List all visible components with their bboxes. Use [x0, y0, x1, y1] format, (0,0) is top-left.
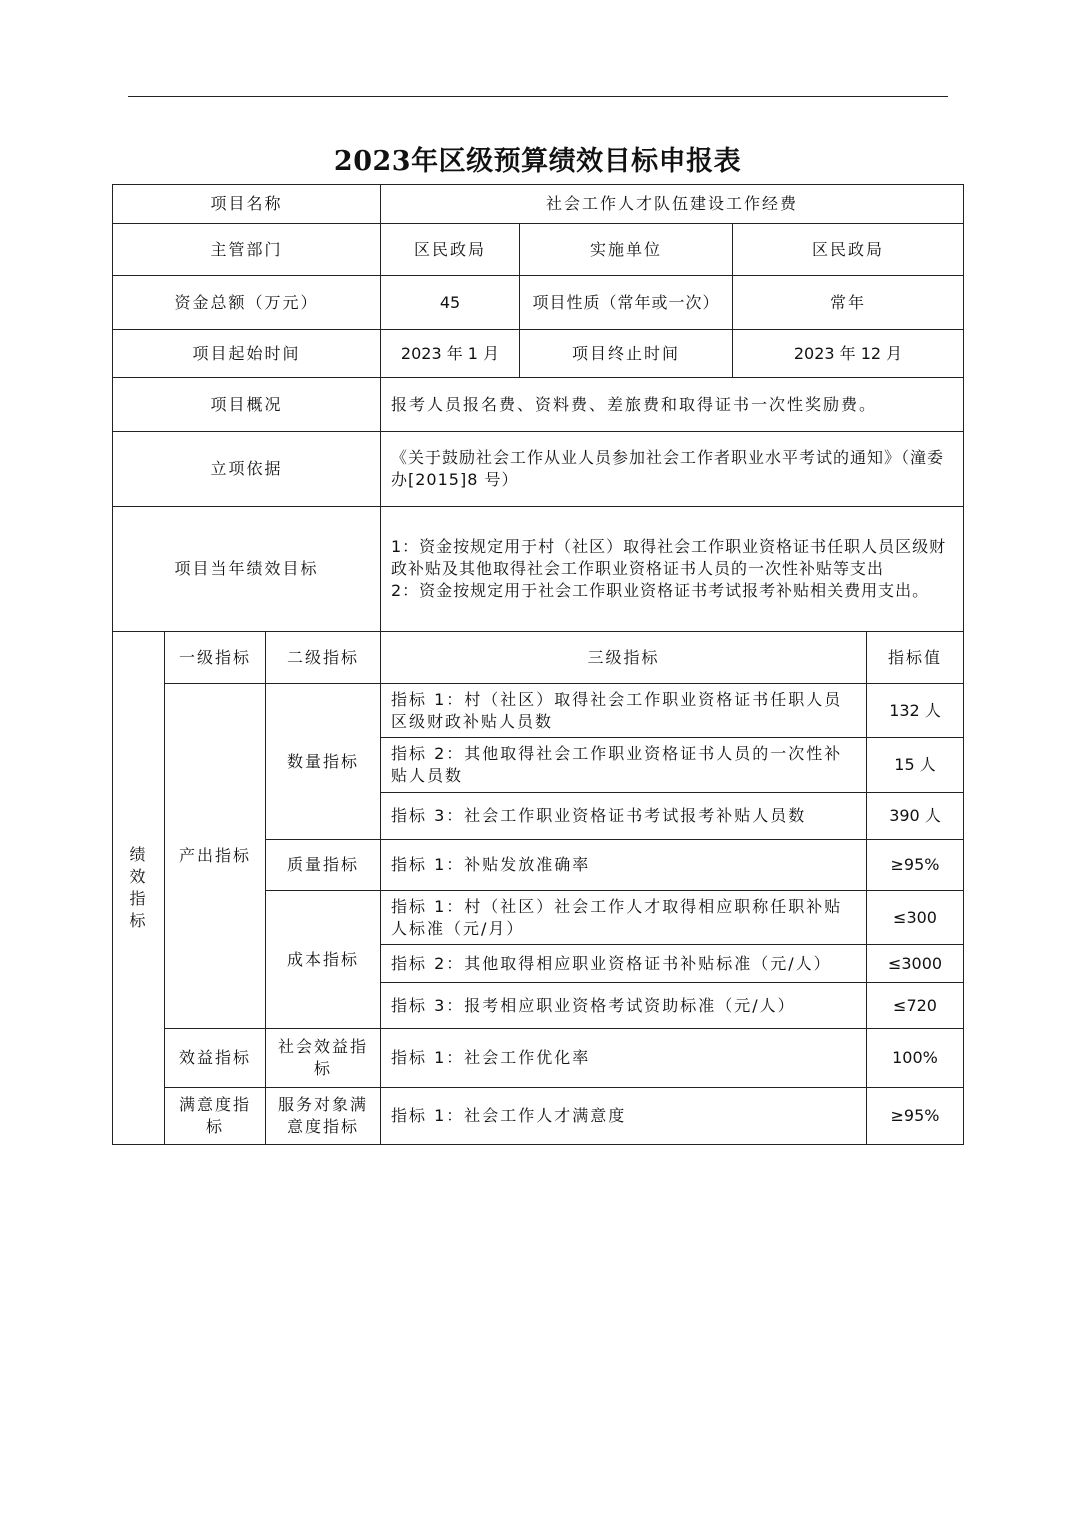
- row-overview: [113, 378, 964, 432]
- quantity-item-2-value: 15 人: [867, 738, 964, 793]
- header-level2: 二级指标: [266, 632, 381, 684]
- basis-value: 《关于鼓励社会工作从业人员参加社会工作者职业水平考试的通知》（潼委办[2015]8 号）: [381, 432, 964, 507]
- funds-label: 资金总额（万元）: [113, 276, 381, 330]
- satisfaction-indicator-label: 满意度指标: [165, 1088, 266, 1145]
- overview-value: 报考人员报名费、资料费、差旅费和取得证书一次性奖励费。: [381, 378, 964, 432]
- impl-unit-label: 实施单位: [520, 224, 733, 276]
- cost-indicator-label: 成本指标: [266, 891, 381, 1029]
- social-benefit-label: 社会效益指标: [266, 1029, 381, 1088]
- cost-item-2-value: ≤3000: [867, 945, 964, 983]
- satisfaction-item-1-value: ≥95%: [867, 1088, 964, 1145]
- goal-label: 项目当年绩效目标: [113, 507, 381, 632]
- benefit-item-1-value: 100%: [867, 1029, 964, 1088]
- table-row: [113, 684, 964, 738]
- performance-target-table: [112, 184, 964, 1145]
- table-row: [113, 1088, 964, 1145]
- goal-value: [381, 507, 964, 632]
- service-satisfaction-label: 服务对象满意度指标: [266, 1088, 381, 1145]
- quantity-indicator-label: 数量指标: [266, 684, 381, 840]
- row-indicator-headers: [113, 632, 964, 684]
- quantity-item-3-text: 指标 3：社会工作职业资格证书考试报考补贴人员数: [381, 793, 867, 840]
- table-row: [113, 1029, 964, 1088]
- dept-label: 主管部门: [113, 224, 381, 276]
- nature-value: 常年: [733, 276, 964, 330]
- quantity-item-1-value: 132 人: [867, 684, 964, 738]
- header-level3: 三级指标: [381, 632, 867, 684]
- page-title: 2023年区级预算绩效目标申报表: [333, 146, 742, 177]
- start-time-label: 项目起始时间: [113, 330, 381, 378]
- cost-item-1-text: 指标 1：村（社区）社会工作人才取得相应职称任职补贴人标准（元/月）: [381, 891, 867, 945]
- header-level1: 一级指标: [165, 632, 266, 684]
- row-project-name: [113, 185, 964, 224]
- end-time-label: 项目终止时间: [520, 330, 733, 378]
- row-funds: [113, 276, 964, 330]
- overview-label: 项目概况: [113, 378, 381, 432]
- basis-label: 立项依据: [113, 432, 381, 507]
- funds-value: 45: [381, 276, 520, 330]
- row-basis: [113, 432, 964, 507]
- goal-line-2: 2：资金按规定用于社会工作职业资格证书考试报考补贴相关费用支出。: [391, 581, 930, 600]
- cost-item-1-value: ≤300: [867, 891, 964, 945]
- goal-line-1: 1：资金按规定用于村（社区）取得社会工作职业资格证书任职人员区级财政补贴及其他取得社会工作职业资格证书人员的一次性补贴等支出: [391, 537, 947, 578]
- quantity-item-1-text: 指标 1：村（社区）取得社会工作职业资格证书任职人员区级财政补贴人员数: [381, 684, 867, 738]
- output-indicator-label: 产出指标: [165, 684, 266, 1029]
- dept-value: 区民政局: [381, 224, 520, 276]
- start-time-value: 2023 年 1 月: [381, 330, 520, 378]
- indicators-group-label: 绩效指标: [113, 632, 165, 1145]
- row-time: [113, 330, 964, 378]
- satisfaction-item-1-text: 指标 1：社会工作人才满意度: [381, 1088, 867, 1145]
- benefit-item-1-text: 指标 1：社会工作优化率: [381, 1029, 867, 1088]
- project-name-value: 社会工作人才队伍建设工作经费: [381, 185, 964, 224]
- impl-unit-value: 区民政局: [733, 224, 964, 276]
- row-dept: [113, 224, 964, 276]
- quality-item-1-value: ≥95%: [867, 840, 964, 891]
- quality-indicator-label: 质量指标: [266, 840, 381, 891]
- header-rule: [128, 96, 948, 97]
- quality-item-1-text: 指标 1：补贴发放准确率: [381, 840, 867, 891]
- cost-item-3-value: ≤720: [867, 983, 964, 1029]
- project-name-label: 项目名称: [113, 185, 381, 224]
- quantity-item-3-value: 390 人: [867, 793, 964, 840]
- row-goal: [113, 507, 964, 632]
- end-time-value: 2023 年 12 月: [733, 330, 964, 378]
- header-value: 指标值: [867, 632, 964, 684]
- cost-item-2-text: 指标 2：其他取得相应职业资格证书补贴标准（元/人）: [381, 945, 867, 983]
- quantity-item-2-text: 指标 2：其他取得社会工作职业资格证书人员的一次性补贴人员数: [381, 738, 867, 793]
- benefit-indicator-label: 效益指标: [165, 1029, 266, 1088]
- cost-item-3-text: 指标 3：报考相应职业资格考试资助标准（元/人）: [381, 983, 867, 1029]
- nature-label: 项目性质（常年或一次）: [520, 276, 733, 330]
